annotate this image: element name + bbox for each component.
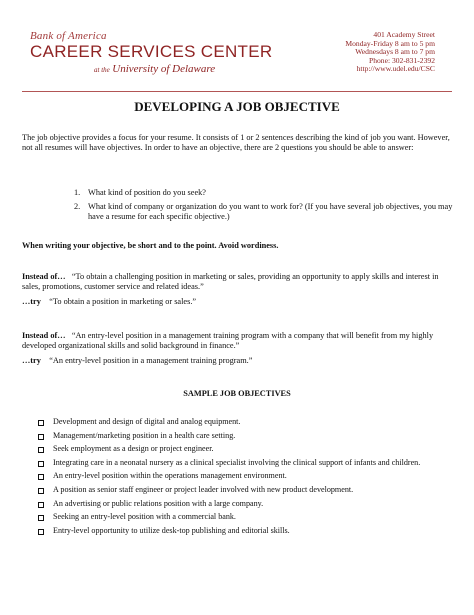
example-instead: [22, 331, 458, 351]
checkbox-bullet-icon: [38, 488, 44, 494]
contact-url[interactable]: http://www.udel.edu/CSC: [356, 64, 435, 74]
list-item: [38, 444, 458, 454]
list-item: [38, 471, 458, 481]
sample-text: Development and design of digital and analog equipment.: [53, 417, 241, 426]
sample-text: A position as senior staff engineer or project leader involved with new product development.: [53, 484, 354, 494]
instead-text: “An entry-level position in a management training program with a company that will benefit from my highly developed organizational skills and solid background in finance.”: [22, 331, 434, 351]
list-item: [38, 417, 458, 427]
checkbox-bullet-icon: [38, 515, 44, 521]
sample-text: An entry-level position within the operations management environment.: [53, 471, 287, 481]
contact-hours: Monday-Friday 8 am to 5 pm: [345, 38, 435, 48]
checkbox-bullet-icon: [38, 474, 44, 480]
checkbox-bullet-icon: [38, 529, 44, 535]
sample-text: Integrating care in a neonatal nursery as a clinical specialist involving the clinical support of infants and children.: [53, 457, 421, 467]
contact-phone: Phone: 302-831-2392: [368, 55, 435, 65]
checkbox-bullet-icon: [38, 447, 44, 453]
list-item: [38, 458, 458, 468]
logo-bank-name: Bank of America: [30, 30, 107, 42]
try-label: …try: [22, 297, 41, 306]
question-item: [74, 202, 458, 222]
sample-text: Seek employment as a design or project engineer.: [53, 444, 214, 454]
list-item: [38, 485, 458, 495]
samples-list: [38, 417, 458, 539]
sample-text: An advertising or public relations position with a large company.: [53, 498, 264, 508]
intro-paragraph: The job objective provides a focus for your resume. It consists of 1 or 2 sentences describing the kind of job you want. However, not all resumes will have objectives. In order to have an objective, there are 2 questions you should be able to answer:: [22, 133, 450, 153]
checkbox-bullet-icon: [38, 461, 44, 467]
example-try: [22, 356, 458, 366]
advice-text: When writing your objective, be short and to the point. Avoid wordiness.: [22, 241, 279, 250]
list-item: [38, 499, 458, 509]
sample-text: Seeking an entry-level position with a commercial bank.: [53, 512, 236, 522]
try-text: “An entry-level position in a management training program.”: [49, 356, 253, 365]
samples-heading: SAMPLE JOB OBJECTIVES: [183, 389, 291, 398]
header-divider: [22, 91, 452, 92]
contact-wed-hours: Wednesdays 8 am to 7 pm: [355, 47, 435, 57]
list-item: [38, 431, 458, 441]
checkbox-bullet-icon: [38, 502, 44, 508]
sample-text: Management/marketing position in a health care setting.: [53, 430, 236, 440]
logo-at-the: at the: [94, 66, 110, 74]
contact-info: [345, 31, 435, 74]
checkbox-bullet-icon: [38, 434, 44, 440]
example-try: [22, 297, 458, 307]
logo-career-services: CAREER SERVICES CENTER: [30, 42, 273, 61]
sample-text: Entry-level opportunity to utilize desk-top publishing and editorial skills.: [53, 525, 290, 535]
question-text: What kind of position do you seek?: [88, 188, 206, 197]
question-text: What kind of company or organization do you want to work for? (If you have several job objectives, you may have a resume for each specific objective.): [88, 202, 453, 222]
question-number: 1.: [74, 188, 81, 197]
instead-text: “To obtain a challenging position in marketing or sales, providing an opportunity to apply skills and interest in sales, promotions, customer service and related ideas.”: [22, 272, 439, 292]
instead-label: Instead of…: [22, 331, 66, 340]
checkbox-bullet-icon: [38, 420, 44, 426]
page-title: DEVELOPING A JOB OBJECTIVE: [134, 99, 340, 114]
question-item: [74, 188, 458, 198]
try-text: “To obtain a position in marketing or sales.”: [49, 297, 197, 306]
list-item: [38, 512, 458, 522]
example-instead: [22, 272, 458, 292]
instead-label: Instead of…: [22, 272, 66, 281]
question-number: 2.: [74, 202, 81, 212]
list-item: [38, 526, 458, 536]
questions-list: [74, 188, 458, 227]
logo-university: [94, 63, 215, 75]
contact-address: 401 Academy Street: [373, 30, 435, 39]
try-label: …try: [22, 356, 41, 365]
logo-udel: University of Delaware: [112, 63, 216, 75]
